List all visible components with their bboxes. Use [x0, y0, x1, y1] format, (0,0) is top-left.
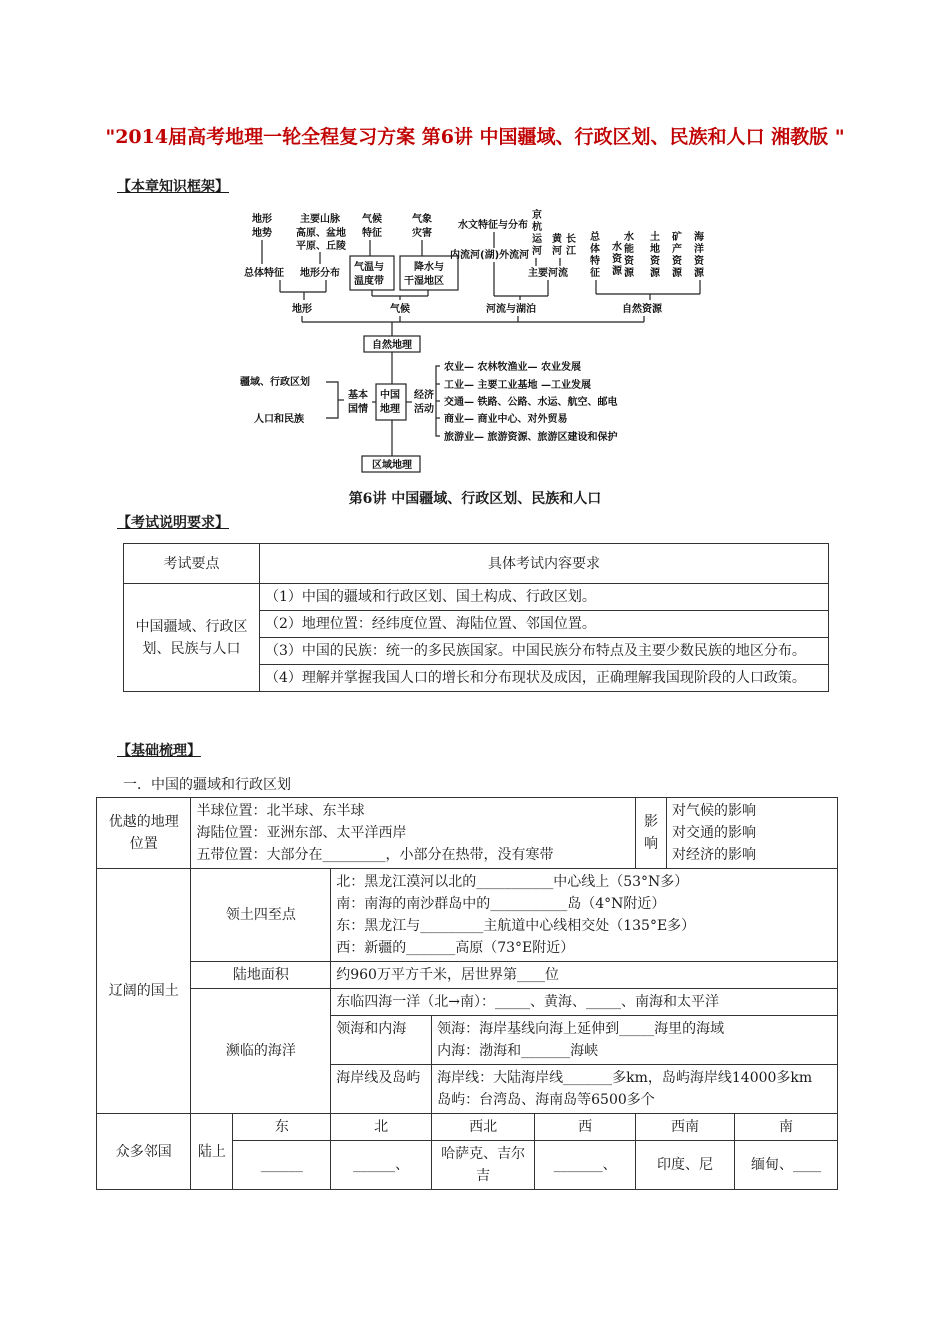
svg-text:产: 产 — [672, 244, 682, 255]
basics-heading: 【基础梳理】 — [117, 743, 201, 759]
direction-west: 西 — [535, 1114, 636, 1141]
svg-text:源: 源 — [612, 266, 622, 277]
extent-lines: 北：黑龙江漠河以北的___________中心线上（53°N多） 南：南海的南沙群岛中的___________岛（4°N附近） 东：黑龙江与_________主航道中心线相交处（135°E多） 西：新疆的_______高原（73°E附近） — [331, 869, 838, 962]
diagram-left-item: 疆域、行政区划 — [240, 377, 310, 388]
svg-text:源: 源 — [694, 268, 704, 279]
svg-text:源: 源 — [650, 268, 660, 279]
diagram-top-label: 地形 — [252, 214, 272, 225]
exam-item: （4）理解并掌握我国人口的增长和分布现状及成因，正确理解我国现阶段的人口政策。 — [260, 665, 829, 692]
svg-text:降水与: 降水与 — [414, 262, 444, 273]
svg-text:运: 运 — [532, 234, 542, 245]
exam-item: （1）中国的疆域和行政区划、国土构成、行政区划。 — [260, 584, 829, 611]
diagram-right-item: 工业— 主要工业基地 —工业发展 — [444, 380, 591, 391]
diagram-mid-label: 主要河流 — [528, 268, 568, 279]
svg-text:征: 征 — [590, 268, 600, 279]
svg-text:河: 河 — [552, 246, 562, 257]
svg-text:经济: 经济 — [414, 390, 434, 401]
svg-text:自然地理: 自然地理 — [372, 340, 412, 351]
diagram-left-item: 人口和民族 — [254, 414, 304, 425]
svg-text:资: 资 — [612, 254, 622, 265]
row-label-neighbors: 众多邻国 — [97, 1114, 191, 1190]
territorial-label: 领海和内海 — [331, 1016, 432, 1065]
svg-text:中国: 中国 — [380, 390, 400, 401]
diagram-top-label: 海 — [694, 232, 704, 243]
diagram-top-label: 水 — [624, 232, 634, 243]
exam-item: （3）中国的民族：统一的多民族国家。中国民族分布特点及主要少数民族的地区分布。 — [260, 638, 829, 665]
page-title: "2014届高考地理一轮全程复习方案 第6讲 中国疆域、行政区划、民族和人口 湘教版 " — [105, 126, 845, 148]
svg-text:江: 江 — [566, 246, 576, 257]
diagram-branch: 地形 — [292, 304, 312, 315]
extent-label: 领土四至点 — [191, 869, 331, 962]
svg-text:河: 河 — [532, 246, 542, 257]
diagram-branch: 河流与湖泊 — [486, 304, 536, 315]
header-content: 具体考试内容要求 — [260, 544, 829, 584]
neighbor-west: _______、 — [535, 1141, 636, 1190]
diagram-top-label: 气象 — [412, 214, 432, 225]
svg-text:灾害: 灾害 — [412, 228, 432, 239]
diagram-top-label: 土 — [650, 232, 660, 243]
diagram-top-label: 矿 — [672, 232, 682, 243]
svg-text:地理: 地理 — [380, 404, 400, 415]
diagram-branch: 自然资源 — [622, 304, 662, 315]
diagram-branch: 气候 — [390, 304, 410, 315]
area-value: 约960万平方千米，居世界第____位 — [331, 962, 838, 989]
framework-heading: 【本章知识框架】 — [117, 179, 229, 195]
svg-text:活动: 活动 — [414, 404, 434, 415]
svg-text:源: 源 — [624, 268, 634, 279]
section-1-title: 一．中国的疆域和行政区划 — [123, 777, 291, 793]
exam-item: （2）地理位置：经纬度位置、海陆位置、邻国位置。 — [260, 611, 829, 638]
diagram-top-label: 黄 — [552, 234, 562, 245]
svg-text:特: 特 — [590, 256, 600, 267]
diagram-mid-label: 总体特征 — [244, 268, 284, 279]
diagram-mid-label: 内流河(湖)外流河 — [450, 250, 530, 261]
area-label: 陆地面积 — [191, 962, 331, 989]
svg-text:资: 资 — [650, 256, 660, 267]
lecture-caption: 第6讲 中国疆域、行政区划、民族和人口 — [348, 491, 602, 507]
coast-label: 海岸线及岛屿 — [331, 1065, 432, 1114]
location-lines: 半球位置：北半球、东半球 海陆位置：亚洲东部、太平洋西岸 五带位置：大部分在_________，小部分在热带，没有寒带 — [191, 798, 636, 869]
svg-text:地势: 地势 — [252, 228, 272, 239]
header-key-point: 考试要点 — [124, 544, 260, 584]
diagram-mid-label: 地形分布 — [300, 268, 340, 279]
exam-topic: 中国疆域、行政区划、民族与人口 — [124, 584, 260, 692]
svg-text:资: 资 — [694, 256, 704, 267]
diagram-right-item: 交通— 铁路、公路、水运、航空、邮电 — [444, 397, 618, 408]
diagram-top-label: 总 — [590, 232, 600, 243]
territorial-lines: 领海：海岸基线向海上延伸到_____海里的海域 内海：渤海和_______海峡 — [432, 1016, 838, 1065]
svg-text:杭: 杭 — [532, 222, 542, 233]
direction-northwest: 西北 — [432, 1114, 535, 1141]
direction-south: 南 — [735, 1114, 838, 1141]
direction-east: 东 — [233, 1114, 331, 1141]
diagram-top-label: 水 — [612, 242, 622, 253]
land-label: 陆上 — [191, 1114, 233, 1190]
influence-list: 对气候的影响 对交通的影响 对经济的影响 — [667, 798, 838, 869]
svg-text:高原、盆地: 高原、盆地 — [296, 228, 346, 239]
neighbor-southwest: 印度、尼 — [636, 1141, 735, 1190]
neighbor-north: ______、 — [331, 1141, 432, 1190]
diagram-right-item: 农业— 农林牧渔业— 农业发展 — [444, 362, 581, 373]
svg-text:温度带: 温度带 — [354, 276, 384, 287]
svg-text:洋: 洋 — [694, 244, 704, 255]
row-label-territory: 辽阔的国土 — [97, 869, 191, 1114]
svg-text:气温与: 气温与 — [354, 262, 384, 273]
sea-label: 濒临的海洋 — [191, 989, 331, 1114]
svg-text:平原、丘陵: 平原、丘陵 — [296, 241, 346, 252]
svg-text:区域地理: 区域地理 — [372, 460, 412, 471]
svg-text:地: 地 — [650, 244, 660, 255]
neighbor-northwest: 哈萨克、吉尔吉 — [432, 1141, 535, 1190]
neighbor-south: 缅甸、____ — [735, 1141, 838, 1190]
exam-requirements-table — [123, 543, 829, 692]
svg-text:干湿地区: 干湿地区 — [404, 276, 444, 287]
territory-table — [96, 797, 838, 1190]
diagram-top-label: 京 — [532, 210, 542, 221]
svg-text:基本: 基本 — [348, 390, 368, 401]
diagram-top-label: 气候 — [362, 214, 382, 225]
influence-label: 影响 — [636, 798, 667, 869]
exam-heading: 【考试说明要求】 — [117, 515, 229, 531]
diagram-top-label: 主要山脉 — [300, 214, 340, 225]
diagram-top-label: 水文特征与分布 — [458, 220, 528, 231]
diagram-right-item: 旅游业— 旅游资源、旅游区建设和保护 — [444, 432, 618, 443]
svg-text:体: 体 — [590, 244, 600, 255]
svg-text:源: 源 — [672, 268, 682, 279]
diagram-top-label: 长 — [566, 234, 576, 245]
sea-line: 东临四海一洋（北→南）：_____、黄海、_____、南海和太平洋 — [331, 989, 838, 1016]
svg-text:资: 资 — [672, 256, 682, 267]
diagram-right-item: 商业— 商业中心、对外贸易 — [444, 414, 568, 425]
svg-text:国情: 国情 — [348, 404, 368, 415]
direction-southwest: 西南 — [636, 1114, 735, 1141]
direction-north: 北 — [331, 1114, 432, 1141]
svg-text:特征: 特征 — [362, 228, 382, 239]
knowledge-framework-diagram — [240, 200, 720, 475]
neighbor-east: ______ — [233, 1141, 331, 1190]
svg-text:资: 资 — [624, 256, 634, 267]
coast-lines: 海岸线：大陆海岸线_______多km，岛屿海岸线14000多km 岛屿：台湾岛、海南岛等6500多个 — [432, 1065, 838, 1114]
svg-text:能: 能 — [624, 244, 634, 255]
row-label-location: 优越的地理位置 — [97, 798, 191, 869]
